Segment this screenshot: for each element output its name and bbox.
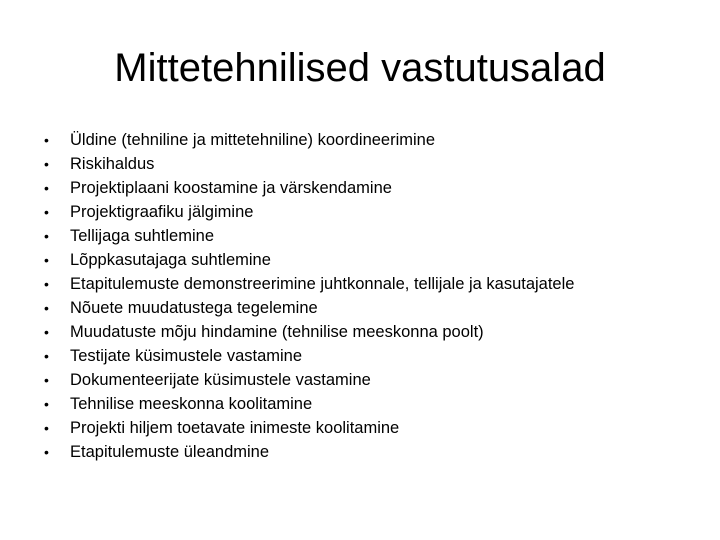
bullet-text: Üldine (tehniline ja mittetehniline) koordineerimine <box>70 131 436 149</box>
bullet-text: Projekti hiljem toetavate inimeste koolitamine <box>70 419 400 437</box>
bullet-text: Dokumenteerijate küsimustele vastamine <box>70 371 371 389</box>
bullet-item <box>44 224 704 248</box>
bullet-dot-icon: • <box>44 396 49 412</box>
bullet-dot-icon: • <box>44 228 49 244</box>
bullet-dot-icon: • <box>44 444 49 460</box>
bullet-text: Tellijaga suhtlemine <box>70 227 214 245</box>
bullet-dot-icon: • <box>44 348 49 364</box>
bullet-text: Projektigraafiku jälgimine <box>70 203 254 221</box>
bullet-item <box>44 416 704 440</box>
bullet-list <box>44 128 704 464</box>
slide-title: Mittetehnilised vastutusalad <box>114 46 606 90</box>
bullet-dot-icon: • <box>44 132 49 148</box>
bullet-item <box>44 248 704 272</box>
bullet-dot-icon: • <box>44 180 49 196</box>
bullet-text: Etapitulemuste demonstreerimine juhtkonnale, tellijale ja kasutajatele <box>70 275 575 293</box>
bullet-item <box>44 440 704 464</box>
bullet-text: Testijate küsimustele vastamine <box>70 347 303 365</box>
bullet-dot-icon: • <box>44 204 49 220</box>
bullet-item <box>44 272 704 296</box>
bullet-text: Riskihaldus <box>70 155 155 173</box>
bullet-dot-icon: • <box>44 276 49 292</box>
bullet-text: Tehnilise meeskonna koolitamine <box>70 395 313 413</box>
bullet-dot-icon: • <box>44 252 49 268</box>
bullet-dot-icon: • <box>44 372 49 388</box>
bullet-item <box>44 320 704 344</box>
bullet-item <box>44 128 704 152</box>
bullet-item <box>44 368 704 392</box>
bullet-dot-icon: • <box>44 420 49 436</box>
bullet-text: Projektiplaani koostamine ja värskendamine <box>70 179 392 197</box>
bullet-dot-icon: • <box>44 300 49 316</box>
bullet-item <box>44 200 704 224</box>
bullet-item <box>44 344 704 368</box>
bullet-item <box>44 296 704 320</box>
bullet-text: Muudatuste mõju hindamine (tehnilise meeskonna poolt) <box>70 323 484 341</box>
bullet-item <box>44 152 704 176</box>
bullet-item <box>44 176 704 200</box>
bullet-dot-icon: • <box>44 324 49 340</box>
bullet-dot-icon: • <box>44 156 49 172</box>
bullet-item <box>44 392 704 416</box>
bullet-text: Lõppkasutajaga suhtlemine <box>70 251 271 269</box>
bullet-text: Etapitulemuste üleandmine <box>70 443 270 461</box>
bullet-text: Nõuete muudatustega tegelemine <box>70 299 318 317</box>
